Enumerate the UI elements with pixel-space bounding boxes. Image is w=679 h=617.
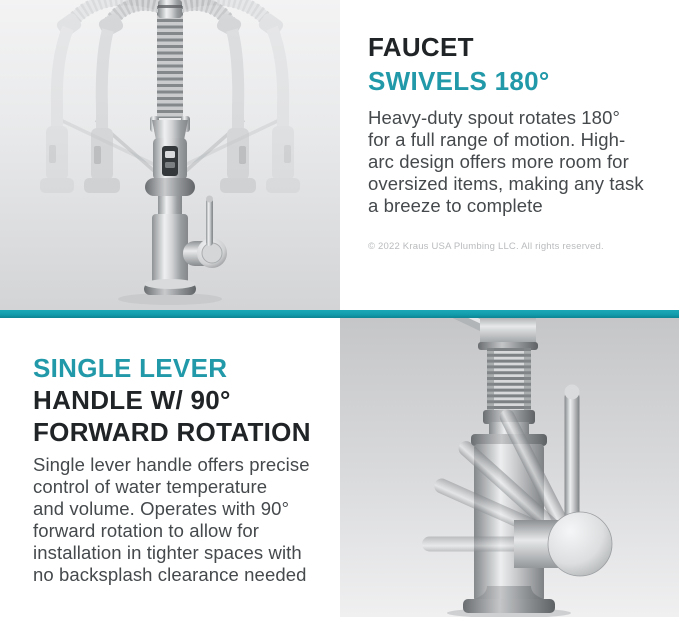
teal-divider — [0, 310, 679, 318]
lever-description — [33, 454, 338, 586]
swivel-description-line: for a full range of motion. High- — [368, 129, 626, 150]
handle-rotation-drawing — [340, 318, 679, 617]
lever-heading-line2: HANDLE W/ 90° — [33, 385, 231, 415]
lever-description-line: no backsplash clearance needed — [33, 564, 307, 585]
lever-description-line: Single lever handle offers precise — [33, 454, 310, 475]
lever-feature-text — [33, 352, 338, 586]
lever-description-line: and volume. Operates with 90° — [33, 498, 290, 519]
swivel-feature-text — [368, 30, 668, 252]
lever-description-line: forward rotation to allow for — [33, 520, 260, 541]
lever-description-line: control of water temperature — [33, 476, 268, 497]
handle-rotation-illustration — [340, 318, 679, 617]
lever-heading-line3: FORWARD ROTATION — [33, 417, 311, 447]
copyright-notice: © 2022 Kraus USA Plumbing LLC. All rights reserved. — [368, 241, 604, 252]
lever-description-line: installation in tighter spaces with — [33, 542, 302, 563]
swivel-heading-line2: SWIVELS 180° — [368, 66, 550, 96]
swivel-description — [368, 107, 668, 217]
swivel-description-line: Heavy-duty spout rotates 180° — [368, 107, 620, 128]
swivel-heading-line1: FAUCET — [368, 32, 474, 62]
faucet-swivel-drawing — [0, 0, 340, 310]
swivel-description-line: a breeze to complete — [368, 195, 543, 216]
swivel-description-line: oversized items, making any task — [368, 173, 644, 194]
lever-heading-line1: SINGLE LEVER — [33, 353, 228, 383]
swivel-description-line: arc design offers more room for — [368, 151, 629, 172]
faucet-swivel-illustration — [0, 0, 340, 310]
